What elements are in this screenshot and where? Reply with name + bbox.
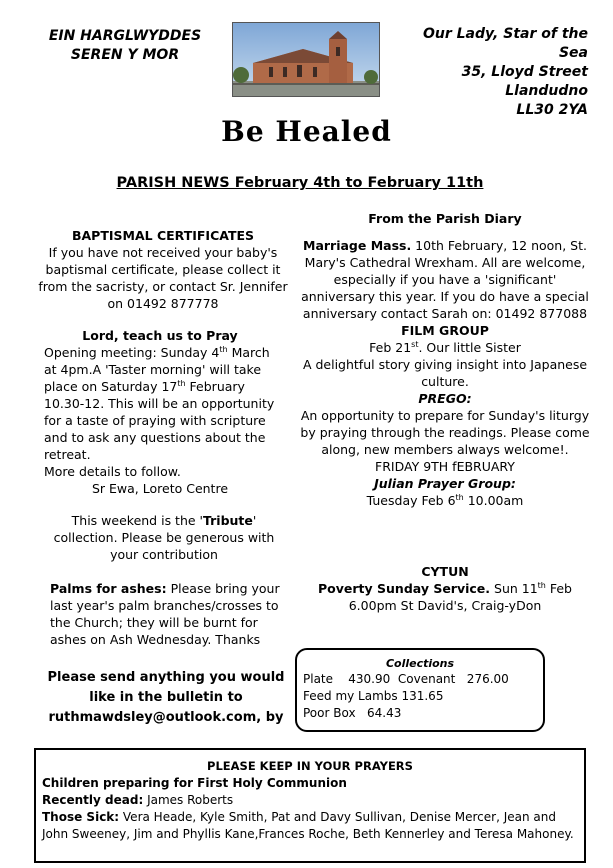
marriage-mass: Marriage Mass. 10th February, 12 noon, St. Mary's Cathedral Wrexham. All are welcome, especially if you have a 'significant' anniversary this year. If you do have a special anniversary contact Sarah on: 01492 877088	[301, 238, 589, 321]
teach-signature: Sr Ewa, Loreto Centre	[91, 481, 229, 496]
collections-title: Collections	[385, 657, 455, 670]
send-notice: Please send anything you would like in the bulletin to ruthmawdsley@outlook.com, by	[47, 670, 285, 725]
prayers-sick: Those Sick: Vera Heade, Kyle Smith, Pat and Davy Sullivan, Denise Mercer, Jean and John Sweeney, Jim and Phyllis Kane,Frances Roche, Beth Kennerley and Teresa Mahoney.	[42, 810, 574, 841]
julian-heading: Julian Prayer Group:	[374, 476, 516, 491]
parish-diary	[300, 210, 590, 509]
welsh-line-1: EIN HARGLWYDDES	[48, 28, 202, 44]
collections-box	[295, 648, 545, 732]
collection-line: Plate 430.90 Covenant 276.00	[303, 672, 509, 686]
diary-heading: From the Parish Diary	[368, 211, 522, 226]
bulletin-title: Be Healed	[221, 115, 392, 148]
church-address	[398, 25, 588, 120]
address-line: Our Lady, Star of the Sea	[422, 26, 588, 61]
teach-more: More details to follow.	[44, 464, 181, 479]
prego-heading: PREGO:	[418, 391, 472, 406]
julian-time: Tuesday Feb 6th 10.00am	[366, 492, 524, 508]
address-line: 35, Lloyd Street	[461, 64, 588, 80]
poverty-location: 6.00pm St David's, Craig-yDon	[348, 598, 542, 613]
collection-line: Feed my Lambs 131.65	[303, 689, 444, 703]
tribute-section: This weekend is the 'Tribute' collection. Please be generous with your contribution	[53, 513, 275, 562]
prego-date: FRIDAY 9TH fEBRUARY	[375, 459, 515, 474]
teach-heading: Lord, teach us to Pray	[82, 328, 238, 343]
welsh-line-2: SEREN Y MOR	[70, 47, 180, 63]
cytun-section	[300, 563, 590, 614]
church-photo	[232, 22, 380, 97]
film-date: Feb 21st. Our little Sister	[369, 339, 521, 355]
prayers-title: PLEASE KEEP IN YOUR PRAYERS	[207, 759, 413, 773]
teach-body: Opening meeting: Sunday 4th March at 4pm.A 'Taster morning' will take place on Saturday 17th February 10.30-12. This will be an opportunity for a taste of praying with scripture and to ask any questions about the retreat.	[44, 344, 275, 462]
film-heading: FILM GROUP	[401, 323, 489, 338]
address-line: LL30 2YA	[516, 102, 588, 118]
film-body: A delightful story giving insight into Japanese culture.	[302, 357, 588, 389]
welsh-church-name	[40, 27, 210, 65]
prego-body: An opportunity to prepare for Sunday's liturgy by praying through the readings. Please come along, new members always welcome!.	[300, 408, 590, 457]
collection-line: Poor Box 64.43	[303, 706, 402, 720]
prayers-recently-dead: Recently dead: James Roberts	[42, 793, 234, 807]
baptism-heading: BAPTISMAL CERTIFICATES	[71, 228, 255, 243]
church-image	[233, 23, 379, 96]
prayers-box	[34, 748, 586, 863]
parish-news-heading: PARISH NEWS February 4th to February 11th	[116, 175, 484, 191]
cytun-heading: CYTUN	[421, 564, 469, 579]
teach-pray-section	[44, 327, 276, 497]
address-line: Llandudno	[505, 83, 588, 99]
palms-section: Palms for ashes: Please bring your last year's palm branches/crosses to the Church; they will be burnt for ashes on Ash Wednesday. Thanks	[50, 581, 280, 647]
baptism-body: If you have not received your baby's baptismal certificate, please collect it from the sacristy, or contact Sr. Jennifer on 01492 877778	[38, 245, 288, 311]
poverty-service: Poverty Sunday Service. Sun 11th Feb	[318, 580, 572, 596]
baptism-section	[38, 227, 288, 312]
prayers-children: Children preparing for First Holy Communion	[42, 776, 347, 790]
